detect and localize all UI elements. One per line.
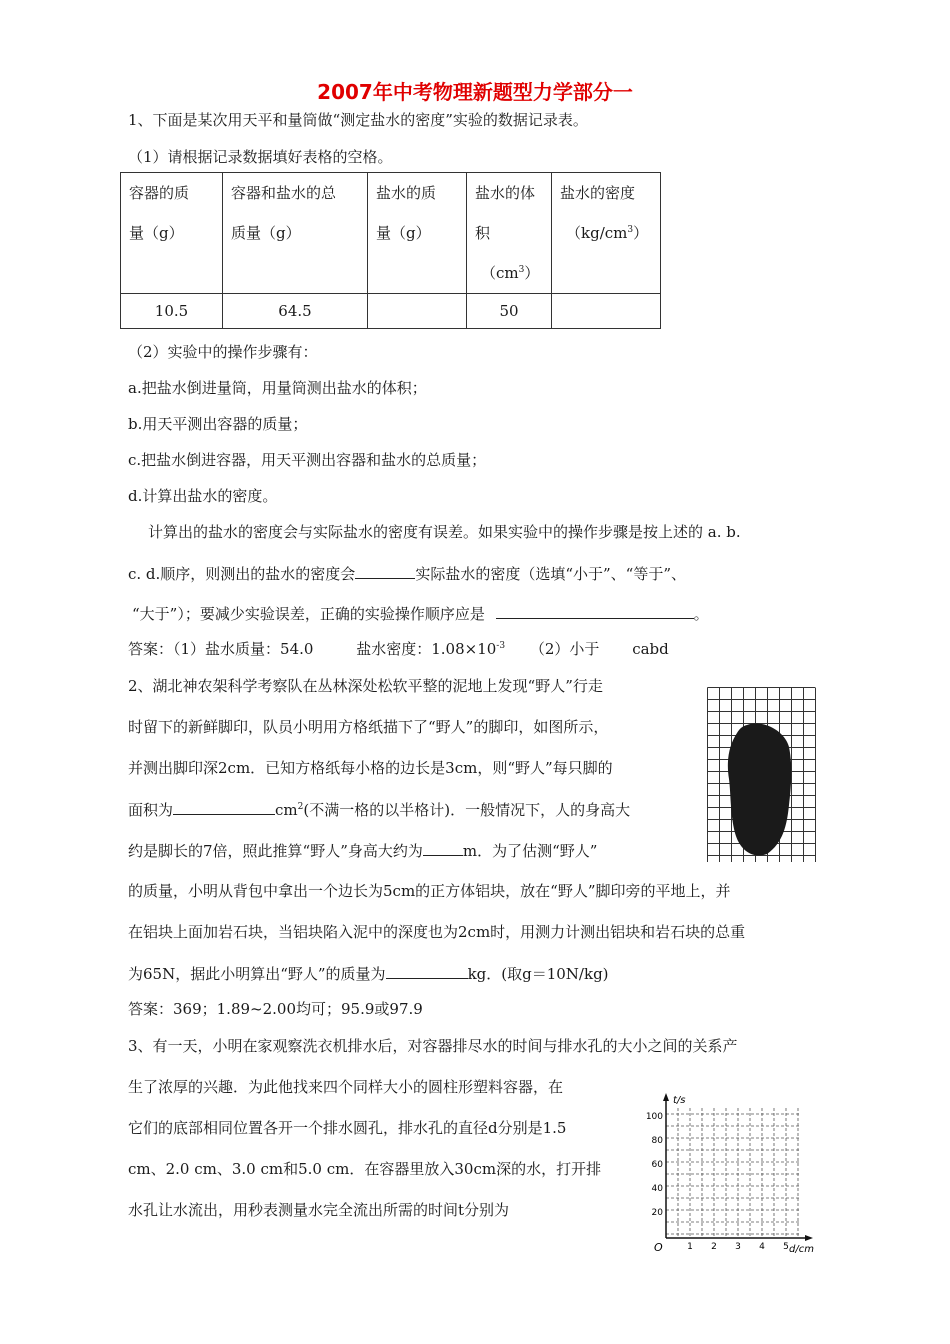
para-text: 实际盐水的密度（选填“小于”、“等于”、 bbox=[415, 565, 686, 583]
header-text: 量（g） bbox=[376, 224, 431, 242]
q1-intro: 1、下面是某次用天平和量筒做“测定盐水的密度”实验的数据记录表。 bbox=[128, 111, 588, 129]
q1-sub2: （2）实验中的操作步骤有： bbox=[128, 343, 318, 361]
header-cell bbox=[467, 173, 552, 294]
origin-label: O bbox=[654, 1241, 663, 1254]
step-d: d.计算出盐水的密度。 bbox=[128, 487, 278, 505]
answer-blank bbox=[355, 562, 415, 579]
x-tick-label: 1 bbox=[687, 1242, 693, 1252]
q2-line4 bbox=[128, 798, 630, 820]
q2-answer: 答案：369；1.89~2.00均可；95.9或97.9 bbox=[128, 1000, 423, 1018]
q2-text: (不满一格的以半格计)．一般情况下，人的身高大 bbox=[303, 801, 631, 819]
header-cell bbox=[368, 173, 467, 294]
y-tick-label: 80 bbox=[651, 1136, 663, 1146]
answer-blank bbox=[173, 798, 275, 815]
q2-text: kg．(取g＝10N/kg) bbox=[467, 965, 609, 983]
q1-sub1: （1）请根据记录数据填好表格的空格。 bbox=[128, 148, 393, 166]
step-b: b.用天平测出容器的质量； bbox=[128, 415, 308, 433]
density-table bbox=[120, 172, 661, 329]
q3-line4: cm、2.0 cm、3.0 cm和5.0 cm．在容器里放入30cm深的水，打开排 bbox=[128, 1160, 602, 1178]
answer-text: （2）小于 bbox=[529, 640, 600, 658]
header-text: 盐水的质 bbox=[376, 184, 437, 202]
step-a: a.把盐水倒进量筒，用量筒测出盐水的体积； bbox=[128, 379, 427, 397]
header-text: 盐水的密度 bbox=[560, 184, 636, 202]
q2-line2: 时留下的新鲜脚印，队员小明用方格纸描下了“野人”的脚印，如图所示， bbox=[128, 718, 609, 736]
answer-text: 答案：（1）盐水质量：54.0 bbox=[128, 640, 314, 658]
y-axis-arrow bbox=[663, 1093, 669, 1101]
x-tick-label: 2 bbox=[711, 1242, 717, 1252]
table-header-row bbox=[121, 173, 661, 294]
y-tick-label: 60 bbox=[651, 1160, 663, 1170]
q2-text: 面积为 bbox=[128, 801, 174, 819]
x-axis-arrow bbox=[805, 1235, 813, 1241]
q2-line5 bbox=[128, 839, 597, 861]
time-diameter-graph bbox=[636, 1088, 820, 1258]
q1-para-line2 bbox=[128, 562, 686, 584]
para-text: “大于”）；要减少实验误差，正确的实验操作顺序应是 bbox=[132, 605, 485, 623]
q3-line5: 水孔让水流出，用秒表测量水完全流出所需的时间t分别为 bbox=[128, 1201, 510, 1219]
q2-line1: 2、湖北神农架科学考察队在丛林深处松软平整的泥地上发现“野人”行走 bbox=[128, 677, 603, 695]
footprint-shape bbox=[728, 723, 791, 855]
header-cell bbox=[223, 173, 368, 294]
y-tick-label: 20 bbox=[651, 1208, 663, 1218]
q1-para-line1: 计算出的盐水的密度会与实际盐水的密度有误差。如果实验中的操作步骤是按上述的 a. b. bbox=[148, 523, 741, 541]
header-text: 量（g） bbox=[129, 224, 184, 242]
answer-blank bbox=[496, 602, 694, 619]
x-axis-label: d/cm bbox=[789, 1244, 814, 1255]
q3-line3: 它们的底部相同位置各开一个排水圆孔，排水孔的直径d分别是1.5 bbox=[128, 1119, 567, 1137]
table-cell: 64.5 bbox=[223, 294, 368, 329]
header-text: 质量（g） bbox=[231, 224, 301, 242]
answer-blank bbox=[423, 839, 463, 856]
header-text: 盐水的体 bbox=[475, 184, 536, 202]
q2-text: cm bbox=[275, 801, 298, 819]
q2-line7: 在铝块上面加岩石块，当铝块陷入泥中的深度也为2cm时，用测力计测出铝块和岩石块的总重 bbox=[128, 923, 746, 941]
q2-text: 约是脚长的7倍，照此推算“野人”身高大约为 bbox=[128, 842, 423, 860]
q1-para-line3 bbox=[132, 602, 709, 624]
table-cell bbox=[368, 294, 467, 329]
header-text: $(cm^3)$ bbox=[481, 264, 540, 282]
x-tick-label: 4 bbox=[759, 1242, 765, 1252]
y-tick-label: 100 bbox=[645, 1112, 663, 1122]
q1-answer bbox=[128, 638, 669, 659]
x-tick-label: 5 bbox=[783, 1242, 789, 1252]
header-cell bbox=[121, 173, 223, 294]
q2-text: 为65N，据此小明算出“野人”的质量为 bbox=[128, 965, 386, 983]
q2-line8 bbox=[128, 962, 609, 984]
answer-text: -3 bbox=[496, 641, 506, 651]
q3-line1: 3、有一天，小明在家观察洗衣机排水后，对容器排尽水的时间与排水孔的大小之间的关系产 bbox=[128, 1037, 738, 1055]
table-cell: 50 bbox=[467, 294, 552, 329]
answer-blank bbox=[386, 962, 468, 979]
q2-line6: 的质量，小明从背包中拿出一个边长为5cm的正方体铝块，放在“野人”脚印旁的平地上，并 bbox=[128, 882, 731, 900]
header-text: 容器的质 bbox=[129, 184, 190, 202]
q2-text: m．为了估测“野人” bbox=[462, 842, 598, 860]
page-title: 2007年中考物理新题型力学部分一 bbox=[317, 80, 633, 104]
header-text: 容器和盐水的总 bbox=[231, 184, 337, 202]
answer-text: cabd bbox=[632, 640, 669, 658]
header-text: 积 bbox=[475, 224, 491, 242]
graph-grid bbox=[666, 1108, 801, 1238]
y-tick-label: 40 bbox=[651, 1184, 663, 1194]
table-row bbox=[121, 294, 661, 329]
table-cell: 10.5 bbox=[121, 294, 223, 329]
x-tick-label: 3 bbox=[735, 1242, 741, 1252]
table-cell bbox=[552, 294, 661, 329]
q2-text: 2 bbox=[297, 802, 304, 812]
header-text: $(kg/cm^3)$ bbox=[566, 224, 649, 242]
q3-line2: 生了浓厚的兴趣．为此他找来四个同样大小的圆柱形塑料容器，在 bbox=[128, 1078, 564, 1096]
step-c: c.把盐水倒进容器，用天平测出容器和盐水的总质量； bbox=[128, 451, 487, 469]
answer-text: 盐水密度：1.08×10 bbox=[356, 640, 497, 658]
q2-line3: 并测出脚印深2cm．已知方格纸每小格的边长是3cm，则“野人”每只脚的 bbox=[128, 759, 613, 777]
header-cell bbox=[552, 173, 661, 294]
footprint-grid-figure bbox=[707, 687, 816, 863]
para-text: c. d.顺序，则测出的盐水的密度会 bbox=[128, 565, 356, 583]
para-text: 。 bbox=[693, 605, 709, 623]
y-axis-label: t/s bbox=[673, 1095, 686, 1106]
